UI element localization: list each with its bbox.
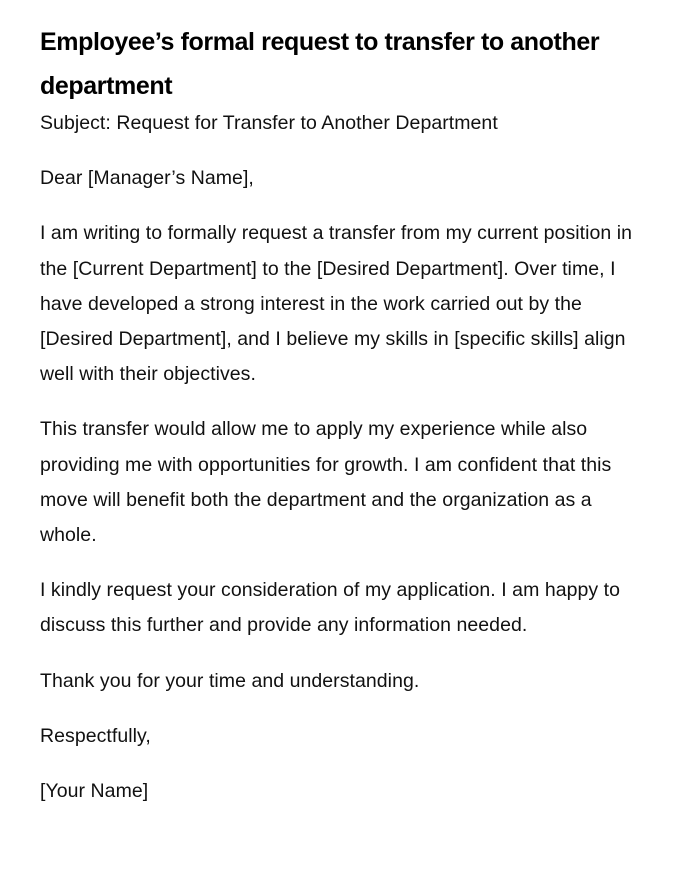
closing: Respectfully, xyxy=(40,724,151,747)
body-paragraph-1: I am writing to formally request a transfer from my current position in the [Current Department] to the [Desired Department]. Over time, I have developed a strong interest in the work carried out by the [Desired Department], and I believe my skills in [specific skills] align well with their objectives. xyxy=(40,222,633,386)
salutation: Dear [Manager’s Name], xyxy=(40,167,254,190)
document-title: Employee’s formal request to transfer to another department xyxy=(40,28,600,100)
body-paragraph-3: I kindly request your consideration of my application. I am happy to discuss this further and provide any information needed. xyxy=(40,579,621,637)
letter-document xyxy=(40,20,640,809)
signature: [Your Name] xyxy=(40,780,149,803)
subject-line: Subject: Request for Transfer to Another Department xyxy=(40,112,498,134)
body-paragraph-4: Thank you for your time and understanding. xyxy=(40,669,420,692)
body-paragraph-2: This transfer would allow me to apply my experience while also providing me with opportunities for growth. I am confident that this move will benefit both the department and the organization as a whole. xyxy=(40,418,612,547)
